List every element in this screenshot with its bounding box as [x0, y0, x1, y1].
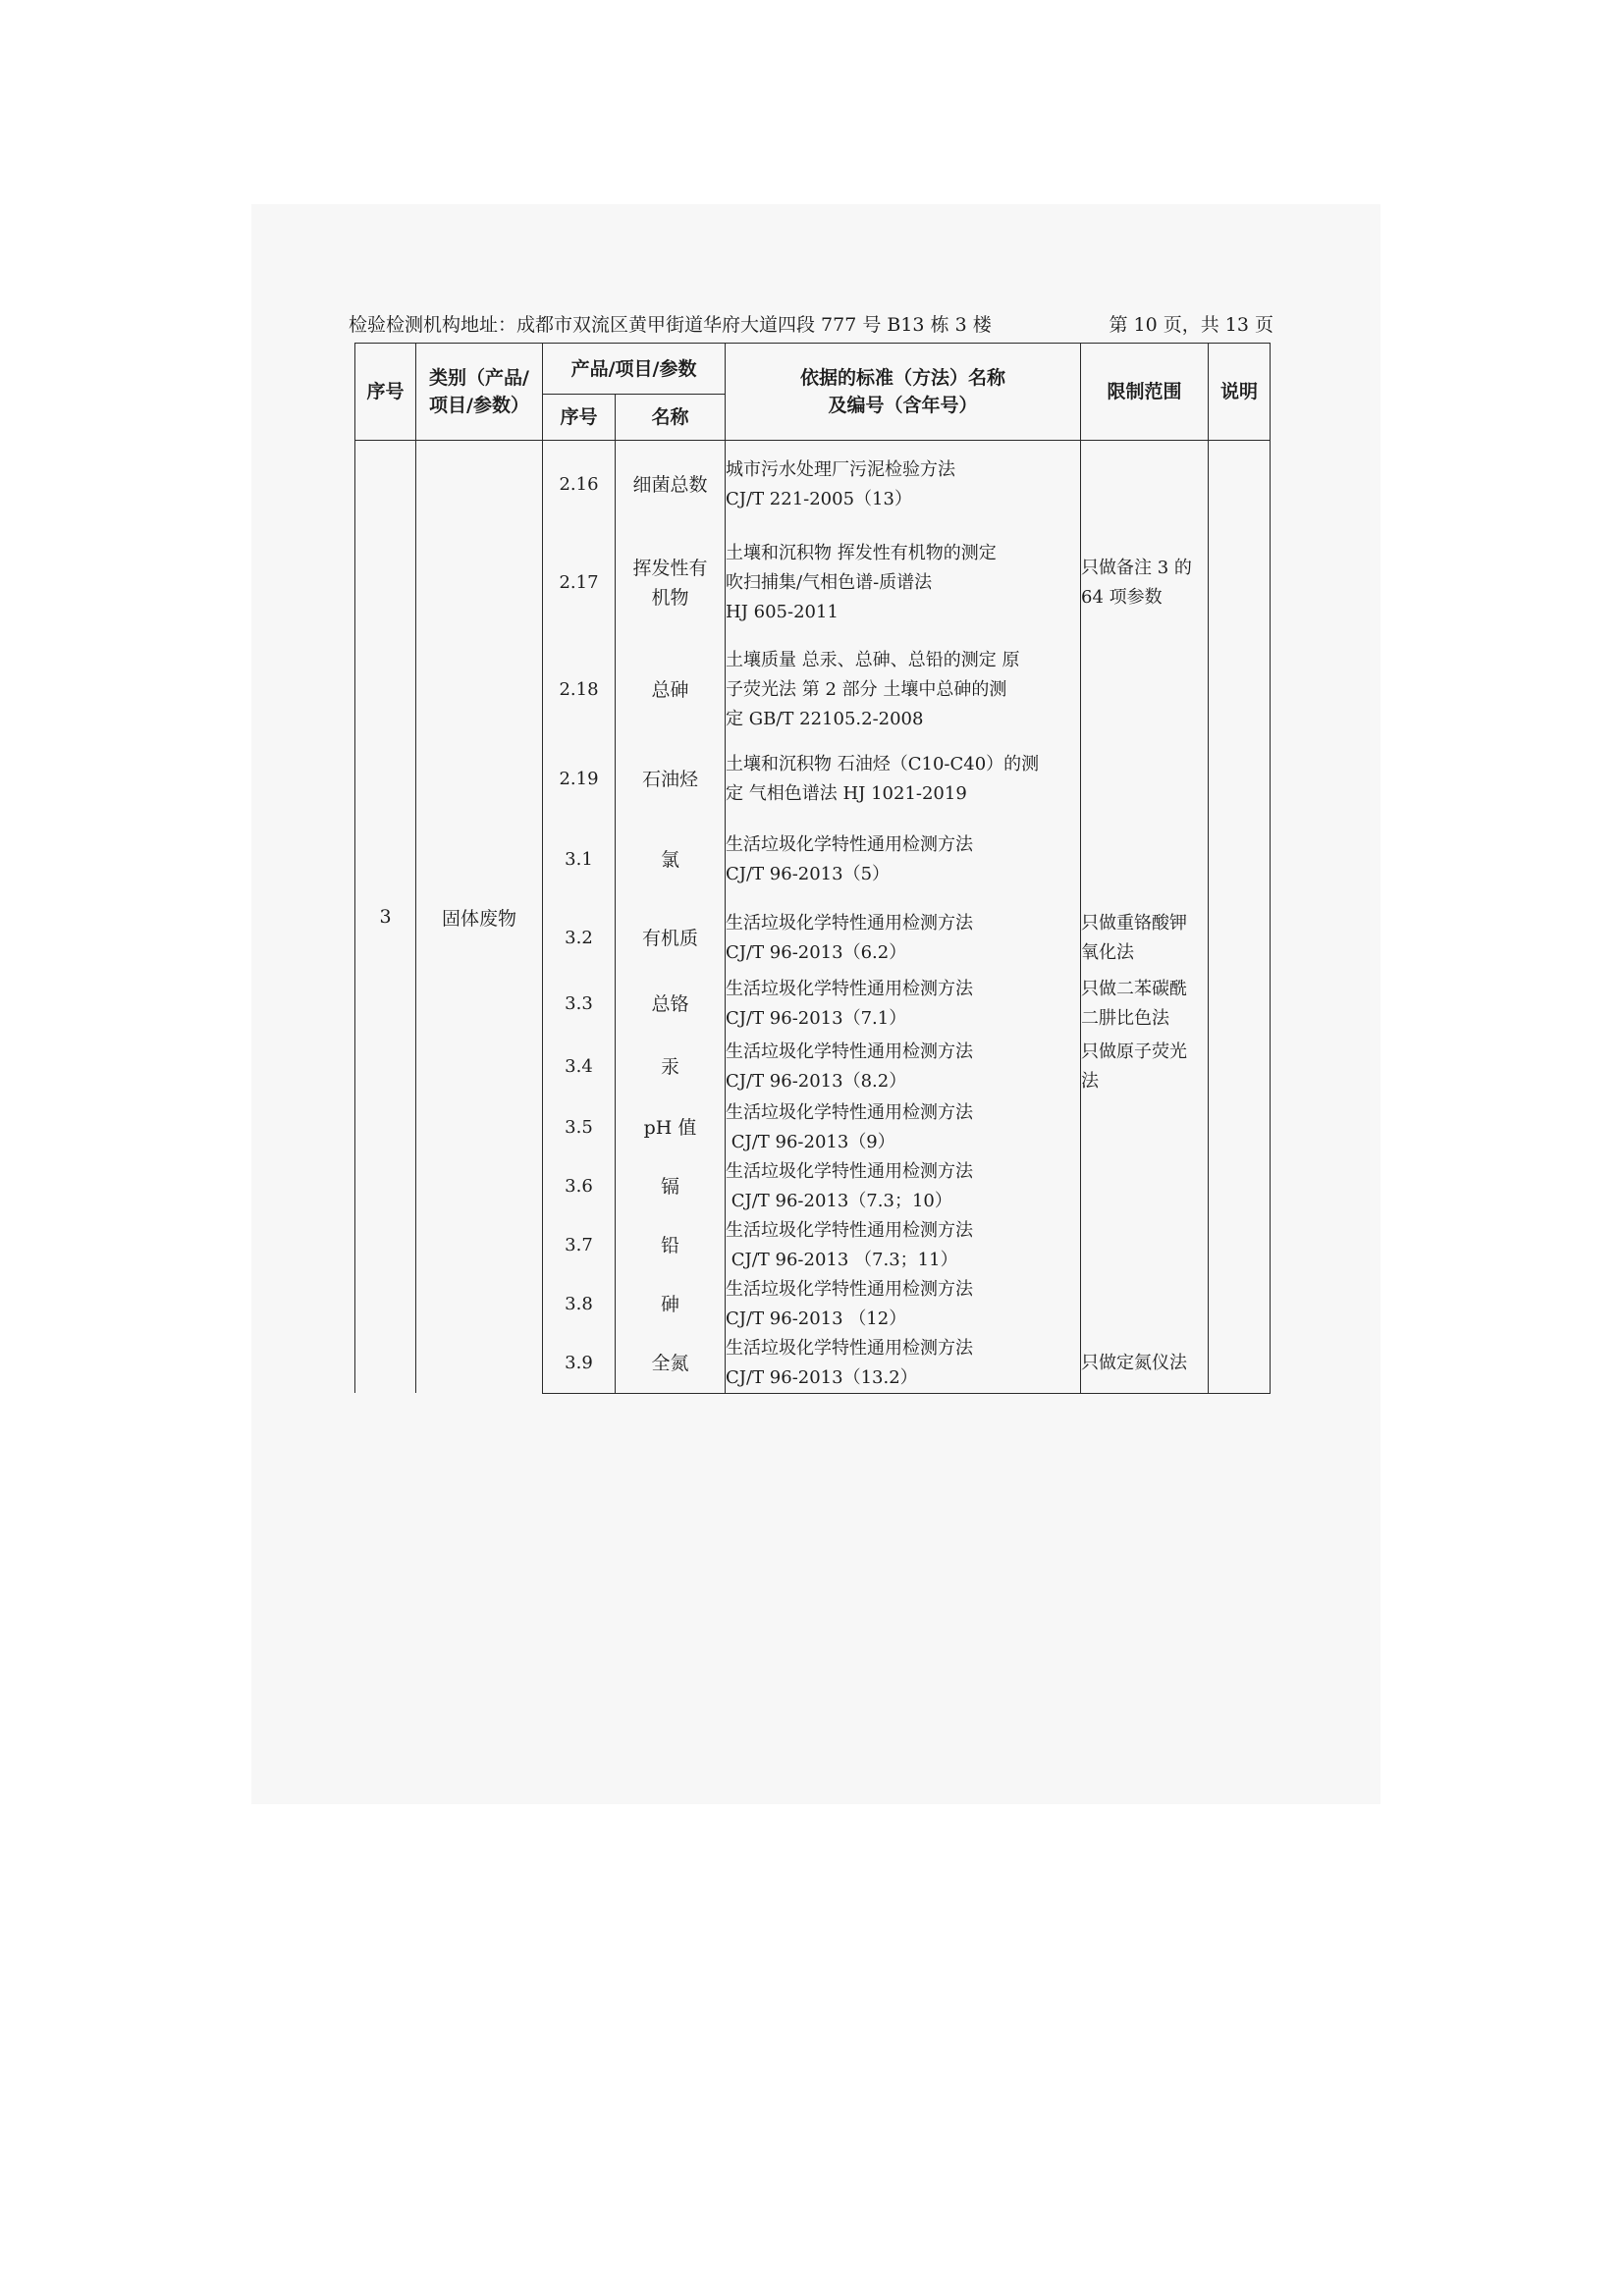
item-name-cell: 镉	[616, 1157, 726, 1216]
limit-cell	[1081, 441, 1209, 529]
group-category-cell: 固体废物	[416, 441, 543, 1394]
category-header-line2: 项目/参数）	[429, 395, 529, 416]
standard-cell	[726, 529, 1081, 637]
standard-line: CJ/T 96-2013 （12）	[726, 1308, 907, 1329]
standard-line: CJ/T 221-2005（13）	[726, 488, 912, 509]
note-cell	[1209, 974, 1271, 1036]
col-subseq-header: 序号	[543, 395, 616, 441]
item-number-cell: 3.1	[543, 816, 616, 904]
note-cell	[1209, 816, 1271, 904]
standard-line: 生活垃圾化学特性通用检测方法	[726, 1160, 974, 1182]
limit-line: 只做原子荧光	[1081, 1041, 1188, 1062]
limit-cell	[1081, 637, 1209, 743]
standard-cell	[726, 743, 1081, 816]
standard-line: 生活垃圾化学特性通用检测方法	[726, 1219, 974, 1241]
limit-line: 氧化法	[1081, 942, 1135, 963]
item-name-cell: 挥发性有机物	[616, 529, 726, 637]
note-cell	[1209, 1334, 1271, 1394]
col-group-header: 产品/项目/参数	[543, 344, 726, 395]
standard-line: CJ/T 96-2013 （7.3；11）	[726, 1249, 958, 1270]
limit-cell	[1081, 904, 1209, 974]
page-number: 第 10 页，共 13 页	[1109, 314, 1273, 336]
standard-line: 生活垃圾化学特性通用检测方法	[726, 913, 974, 934]
limit-cell	[1081, 974, 1209, 1036]
item-number-cell: 2.16	[543, 441, 616, 529]
limit-cell	[1081, 1275, 1209, 1334]
item-name-cell: 总铬	[616, 974, 726, 1036]
item-number-cell: 3.8	[543, 1275, 616, 1334]
standard-line: 定 GB/T 22105.2-2008	[726, 708, 924, 729]
limit-line: 法	[1081, 1070, 1100, 1092]
item-number-cell: 3.4	[543, 1036, 616, 1098]
standard-cell	[726, 1216, 1081, 1275]
category-header-line1: 类别（产品/	[429, 367, 529, 389]
note-cell	[1209, 1275, 1271, 1334]
standard-cell	[726, 441, 1081, 529]
standard-line: CJ/T 96-2013（7.1）	[726, 1008, 907, 1029]
item-name-cell: pH 值	[616, 1098, 726, 1157]
limit-line: 只做备注 3 的	[1081, 557, 1192, 578]
page-header	[349, 310, 1273, 340]
note-cell	[1209, 743, 1271, 816]
col-note-header: 说明	[1209, 344, 1271, 441]
standard-line: CJ/T 96-2013（6.2）	[726, 942, 907, 963]
limit-cell	[1081, 743, 1209, 816]
limit-cell	[1081, 1036, 1209, 1098]
limit-line: 二肼比色法	[1081, 1008, 1170, 1029]
note-cell	[1209, 1098, 1271, 1157]
standard-line: 生活垃圾化学特性通用检测方法	[726, 1041, 974, 1062]
limit-cell	[1081, 1157, 1209, 1216]
standard-line: 吹扫捕集/气相色谱-质谱法	[726, 571, 933, 593]
item-number-cell: 3.6	[543, 1157, 616, 1216]
limit-cell	[1081, 1216, 1209, 1275]
standard-cell	[726, 816, 1081, 904]
limit-cell	[1081, 1334, 1209, 1394]
col-seq-header: 序号	[355, 344, 416, 441]
item-name-cell: 全氮	[616, 1334, 726, 1394]
scope-table	[354, 343, 1271, 1394]
note-cell	[1209, 441, 1271, 529]
group-seq-cell: 3	[355, 441, 416, 1394]
standard-cell	[726, 904, 1081, 974]
limit-cell	[1081, 529, 1209, 637]
item-number-cell: 3.5	[543, 1098, 616, 1157]
item-name-cell: 砷	[616, 1275, 726, 1334]
lab-address: 检验检测机构地址：成都市双流区黄甲街道华府大道四段 777 号 B13 栋 3 楼	[349, 314, 992, 336]
standard-line: CJ/T 96-2013（8.2）	[726, 1070, 907, 1092]
note-cell	[1209, 1157, 1271, 1216]
standard-cell	[726, 1098, 1081, 1157]
standard-line: 生活垃圾化学特性通用检测方法	[726, 1278, 974, 1300]
standard-line: 生活垃圾化学特性通用检测方法	[726, 979, 974, 999]
note-cell	[1209, 1036, 1271, 1098]
standard-line: 生活垃圾化学特性通用检测方法	[726, 1101, 974, 1123]
standard-cell	[726, 974, 1081, 1036]
col-subname-header: 名称	[616, 395, 726, 441]
item-number-cell: 3.3	[543, 974, 616, 1036]
col-category-header	[416, 344, 543, 441]
standard-line: HJ 605-2011	[726, 601, 839, 622]
standard-line: 定 气相色谱法 HJ 1021-2019	[726, 782, 967, 804]
standard-line: 土壤质量 总汞、总砷、总铅的测定 原	[726, 649, 1020, 670]
item-name-cell: 细菌总数	[616, 441, 726, 529]
standard-line: CJ/T 96-2013（13.2）	[726, 1366, 918, 1388]
note-cell	[1209, 904, 1271, 974]
note-cell	[1209, 529, 1271, 637]
standard-line: CJ/T 96-2013（9）	[726, 1131, 895, 1152]
item-number-cell: 3.2	[543, 904, 616, 974]
standard-cell	[726, 637, 1081, 743]
standard-cell	[726, 1157, 1081, 1216]
limit-line: 只做重铬酸钾	[1081, 913, 1188, 934]
col-limit-header: 限制范围	[1081, 344, 1209, 441]
standard-line: 城市污水处理厂污泥检验方法	[726, 458, 956, 480]
standard-cell	[726, 1334, 1081, 1394]
item-name-cell: 石油烃	[616, 743, 726, 816]
note-cell	[1209, 637, 1271, 743]
standard-cell	[726, 1036, 1081, 1098]
standard-line: CJ/T 96-2013（7.3；10）	[726, 1190, 952, 1211]
table-body	[355, 441, 1271, 1394]
standard-cell	[726, 1275, 1081, 1334]
standard-line: 子荧光法 第 2 部分 土壤中总砷的测	[726, 678, 1007, 700]
table-row	[355, 441, 1271, 529]
limit-line: 只做定氮仪法	[1081, 1352, 1188, 1373]
col-standard-header	[726, 344, 1081, 441]
item-number-cell: 3.7	[543, 1216, 616, 1275]
standard-line: 土壤和沉积物 石油烃（C10-C40）的测	[726, 753, 1040, 774]
item-name-cell: 汞	[616, 1036, 726, 1098]
item-name-cell: 铅	[616, 1216, 726, 1275]
standard-header-line2: 及编号（含年号）	[828, 395, 978, 416]
limit-cell	[1081, 816, 1209, 904]
standard-line: 生活垃圾化学特性通用检测方法	[726, 833, 974, 855]
limit-cell	[1081, 1098, 1209, 1157]
item-name-cell: 总砷	[616, 637, 726, 743]
item-number-cell: 2.19	[543, 743, 616, 816]
standard-line: CJ/T 96-2013（5）	[726, 863, 891, 884]
standard-line: 土壤和沉积物 挥发性有机物的测定	[726, 542, 997, 563]
item-number-cell: 2.18	[543, 637, 616, 743]
standard-header-line1: 依据的标准（方法）名称	[800, 367, 1006, 389]
item-name-cell: 氯	[616, 816, 726, 904]
limit-line: 64 项参数	[1081, 586, 1163, 608]
note-cell	[1209, 1216, 1271, 1275]
standard-line: 生活垃圾化学特性通用检测方法	[726, 1337, 974, 1359]
item-number-cell: 2.17	[543, 529, 616, 637]
limit-line: 只做二苯碳酰	[1081, 979, 1188, 999]
item-number-cell: 3.9	[543, 1334, 616, 1394]
item-name-cell: 有机质	[616, 904, 726, 974]
